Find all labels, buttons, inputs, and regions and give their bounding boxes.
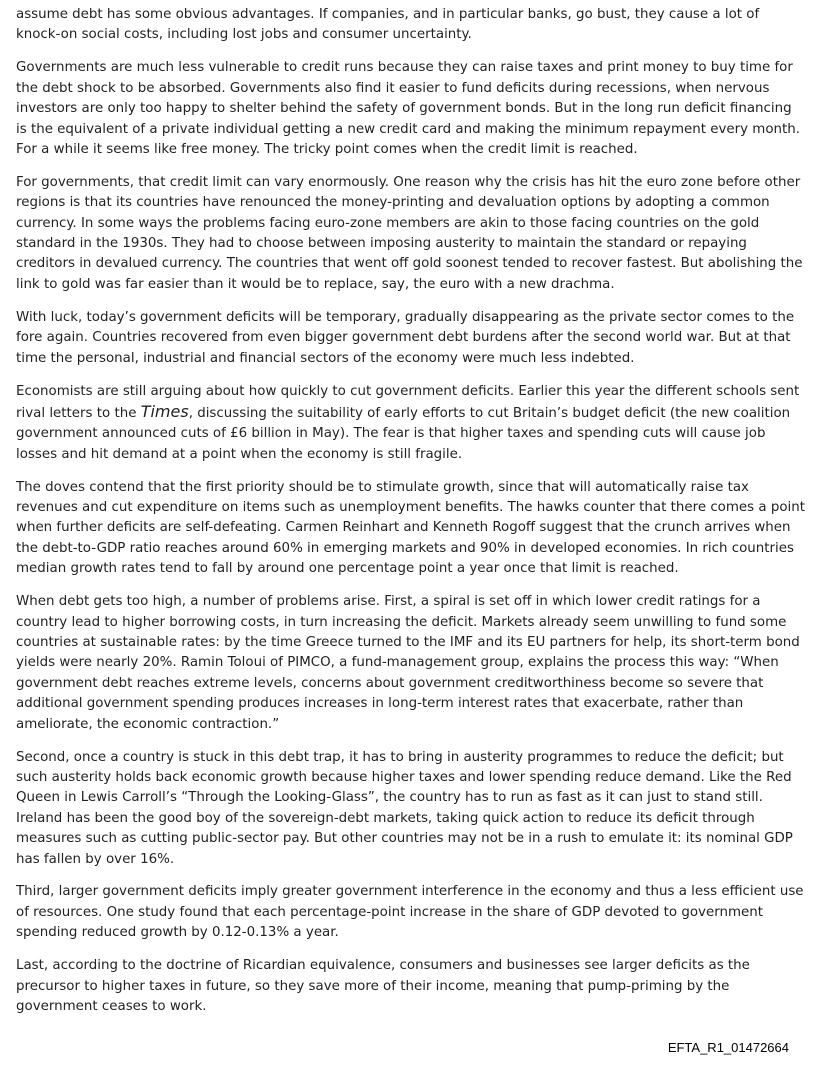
paragraph: Second, once a country is stuck in this debt trap, it has to bring in austerity programmes to reduce the deficit; but such austerity holds back economic growth because higher taxes and lower spending reduce demand. Like the Red Queen in Lewis Carroll’s “Through the Looking-Glass”, the country has to run as fast as it can just to stand still. Ireland has been the good boy of the sovereign-debt markets, taking quick action to reduce its deficit through measures such as cutting public-sector pay. But other countries may not be in a rush to emulate it: its nominal GDP has fallen by over 16%. <box>16 749 793 867</box>
paragraph: Third, larger government deficits imply greater government interference in the economy and thus a less efficient use of resources. One study found that each percentage-point increase in the share of GDP devoted to government spending reduced growth by 0.12-0.13% a year. <box>16 884 804 941</box>
paragraph-text: , discussing the suitability of early efforts to cut Britain’s budget deficit (the new coalition government announced cuts of £6 billion in May). The fear is that higher taxes and spending cuts will cause job losses and hit demand at a point when the economy is still fragile. <box>16 405 791 462</box>
paragraph: For governments, that credit limit can vary enormously. One reason why the crisis has hit the euro zone before other regions is that its countries have renounced the money-printing and devaluation options by adopting a common currency. In some ways the problems facing euro-zone members are akin to those facing countries on the gold standard in the 1930s. They had to choose between imposing austerity to maintain the standard or repaying creditors in devalued currency. The countries that went off gold soonest tended to recover fastest. But abolishing the link to gold was far easier than it would be to replace, say, the euro with a new drachma. <box>16 174 803 292</box>
article-body <box>16 5 806 1030</box>
paragraph: With luck, today’s government deficits will be temporary, gradually disappearing as the private sector comes to the fore again. Countries recovered from even bigger government debt burdens after the second world war. But at that time the personal, industrial and financial sectors of the economy were much less indebted. <box>16 309 795 366</box>
paragraph: When debt gets too high, a number of problems arise. First, a spiral is set off in which lower credit ratings for a country lead to higher borrowing costs, in turn increasing the deficit. Markets already seem unwilling to fund some countries at sustainable rates: by the time Greece turned to the IMF and its EU partners for help, its short-term bond yields were nearly 20%. Ramin Toloui of PIMCO, a fund-management group, explains the process this way: “When government debt reaches extreme levels, concerns about government creditworthiness become so severe that additional government spending produces increases in long-term interest rates that exacerbate, rather than ameliorate, the economic contraction.” <box>16 594 800 732</box>
paragraph-times <box>16 382 806 466</box>
paragraph: The doves contend that the first priority should be to stimulate growth, since that will automatically raise tax revenues and cut expenditure on items such as unemployment benefits. The hawks counter that there comes a point when further deficits are self-defeating. Carmen Reinhart and Kenneth Rogoff suggest that the crunch arrives when the debt-to-GDP ratio reaches around 60% in emerging markets and 90% in developed economies. In rich countries median growth rates tend to fall by around one percentage point a year once that limit is reached. <box>16 479 806 577</box>
paragraph: Last, according to the doctrine of Ricardian equivalence, consumers and businesses see larger deficits as the precursor to higher taxes in future, so they save more of their income, meaning that pump-priming by the government ceases to work. <box>16 958 750 1014</box>
paragraph-text: Economists are still arguing about how quickly to cut government deficits. Earlier this year the different schools sent rival letters to the <box>16 383 800 421</box>
paragraph: assume debt has some obvious advantages. If companies, and in particular banks, go bust, they cause a lot of knock-on social costs, including lost jobs and consumer uncertainty. <box>16 7 760 43</box>
document-id: EFTA_R1_01472664 <box>667 1040 789 1055</box>
paragraph: Governments are much less vulnerable to credit runs because they can raise taxes and print money to buy time for the debt shock to be absorbed. Governments also find it easier to fund deficits during recessions, when nervous investors are only too happy to shelter behind the safety of government bonds. But in the long run deficit financing is the equivalent of a private individual getting a new credit card and making the minimum repayment every month. For a while it seems like free money. The tricky point comes when the credit limit is reached. <box>16 60 801 157</box>
times-emphasis: Times <box>140 401 189 421</box>
